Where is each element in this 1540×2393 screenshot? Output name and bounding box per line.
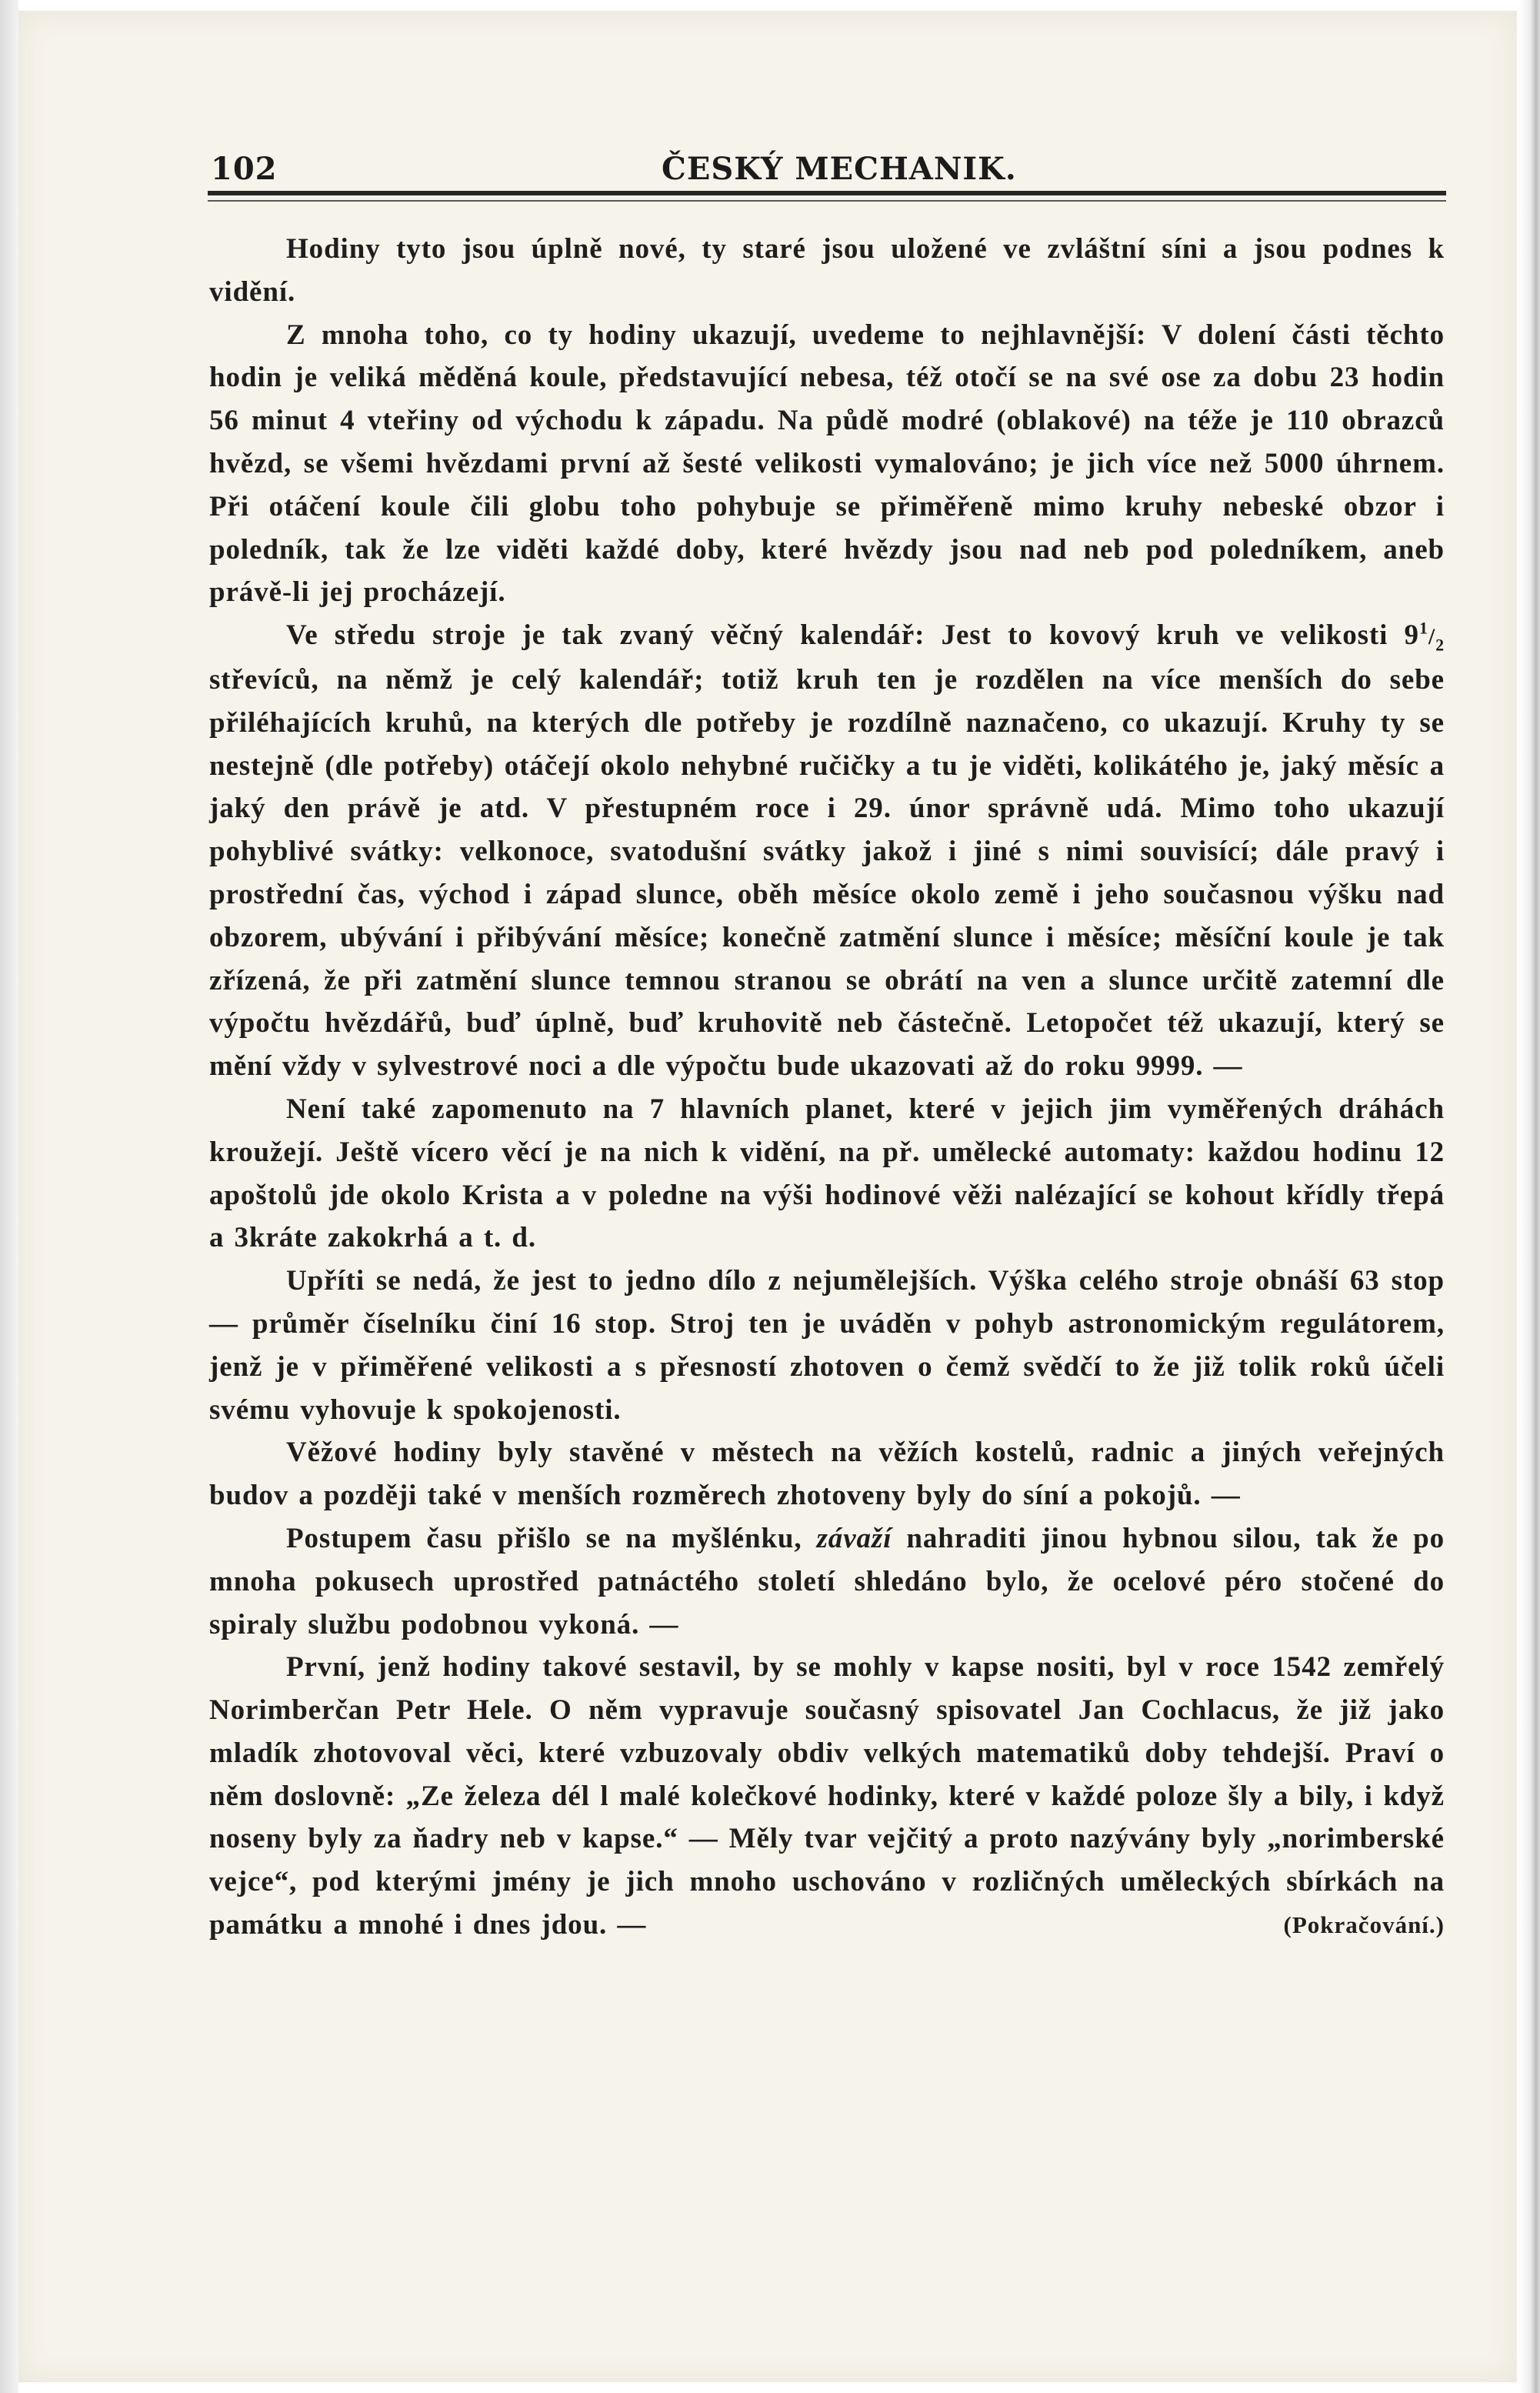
paragraph-7-text-b: nahraditi jinou hybnou silou, tak že po mnoha pokusech uprostřed patnáctého století shledáno bylo, že ocelové péro stočené do spiraly službu podobnou vykoná. —: [209, 1522, 1445, 1640]
emphasized-word: závaží: [816, 1522, 892, 1554]
paragraph-8-text: První, jenž hodiny takové sestavil, by se mohly v kapse nositi, byl v roce 1542 zemřelý Norimberčan Petr Hele. O něm vypravuje současný spisovatel Jan Cochlacus, že již jako mladík zhotovoval věci, které vzbuzovaly obdiv velkých matematiků doby tehdejší. Praví o něm doslovně: „Ze železa dél l malé kolečkové hodinky, které v každé poloze šly a bily, i když noseny byly za ňadry neb v kapse.“ — Měly tvar vejčitý a proto nazývány byly „norimberské vejce“, pod kterými jmény je jich mnoho uschováno v rozličných uměleckých sbírkách na památku a mnohé i dnes jdou. —: [209, 1651, 1445, 1941]
paragraph-3-text-b: střevíců, na němž je celý kalendář; totiž kruh ten je rozdělen na více menších do sebe přiléhajících kruhů, na kterých dle potřeby je rozdílně naznačeno, co ukazují. Kruhy ty se nestejně (dle potřeby) otáčejí okolo nehybné ručičky a tu je viděti, kolikátého je, jaký měsíc a jaký den právě je atd. V přestupném roce i 29. únor správně udá. Mimo toho ukazují pohyblivé svátky: velkonoce, svatodušní svátky jakož i jiné s nimi souvisící; dále pravý i prostřední čas, východ i západ slunce, oběh měsíce okolo země i jeho současnou výšku nad obzorem, ubývání i přibývání měsíce; konečně zatmění slunce i měsíce; měsíční koule je tak zřízená, že při zatmění slunce temnou stranou se obrátí na ven a slunce určitě zatemní dle výpočtu hvězdářů, buď úplně, buď kruhovitě neb částečně. Letopočet též ukazují, který se mění vždy v sylvestrové noci a dle výpočtu bude ukazovati až do roku 9999. —: [209, 663, 1445, 1083]
paragraph-8: [209, 1646, 1445, 1947]
paragraph-6: Věžové hodiny byly stavěné v městech na věžích kostelů, radnic a jiných veřejných budov a později také v menších rozměrech zhotoveny byly do síní a pokojů. —: [209, 1437, 1445, 1512]
paragraph-4: Není také zapomenuto na 7 hlavních planet, které v jejich jim vyměřených dráhách kroužejí. Ještě vícero věcí je na nich k vidění, na př. umělecké automaty: každou hodinu 12 apoštolů jde okolo Krista a v poledne na výši hodinové věži nalézající se kohout křídly třepá a 3kráte zakokrhá a t. d.: [209, 1093, 1445, 1254]
paragraph-7-text-a: Postupem času přišlo se na myšlénku,: [286, 1522, 817, 1554]
fraction-slash: /: [1428, 624, 1436, 650]
page-header: [208, 151, 1446, 192]
header-rule-thin: [208, 200, 1446, 202]
paragraph-1: Hodiny tyto jsou úplně nové, ty staré jsou uložené ve zvláštní síni a jsou podnes k vidění.: [209, 233, 1445, 308]
header-rule-thick: [208, 191, 1446, 195]
paragraph-7: [209, 1517, 1445, 1646]
paragraph-3: [209, 614, 1445, 1088]
paragraph-3-text-a: Ve středu stroje je tak zvaný věčný kalendář: Jest to kovový kruh ve velikosti 9: [286, 619, 1419, 652]
scan-margin-right: [1520, 0, 1540, 2393]
fraction-numerator: 1: [1418, 618, 1428, 638]
paragraph-2: Z mnoha toho, co ty hodiny ukazují, uvedeme to nejhlavnější: V dolení části těchto hodin je veliká měděná koule, představující nebesa, též otočí se na své ose za dobu 23 hodin 56 minut 4 vteřiny od východu k západu. Na půdě modré (oblakové) na téže je 110 obrazců hvězd, se všemi hvězdami první až šesté velikosti vymalováno; je jich více než 5000 úhrnem. Při otáčení koule čili globu toho pohybuje se přiměřeně mimo kruhy nebeské obzor i poledník, tak že lze viděti každé doby, které hvězdy jsou nad neb pod poledníkem, aneb právě-li jej procházejí.: [209, 319, 1445, 609]
scan-margin-left: [0, 0, 18, 2393]
page-number: 102: [211, 151, 278, 187]
running-title: ČESKÝ MECHANIK.: [662, 151, 1017, 187]
article-body: [209, 228, 1445, 1947]
fraction-denominator: 2: [1435, 635, 1445, 655]
continued-note: (Pokračování.): [1283, 1911, 1445, 1939]
paragraph-5: Upříti se nedá, že jest to jedno dílo z nejumělejších. Výška celého stroje obnáší 63 stop — průměr číselníku činí 16 stop. Stroj ten je uváděn v pohyb astronomickým regulátorem, jenž je v přiměřené velikosti a s přesností zhotoven o čemž svědčí to že již tolik roků účeli svému vyhovuje k spokojenosti.: [209, 1265, 1445, 1426]
